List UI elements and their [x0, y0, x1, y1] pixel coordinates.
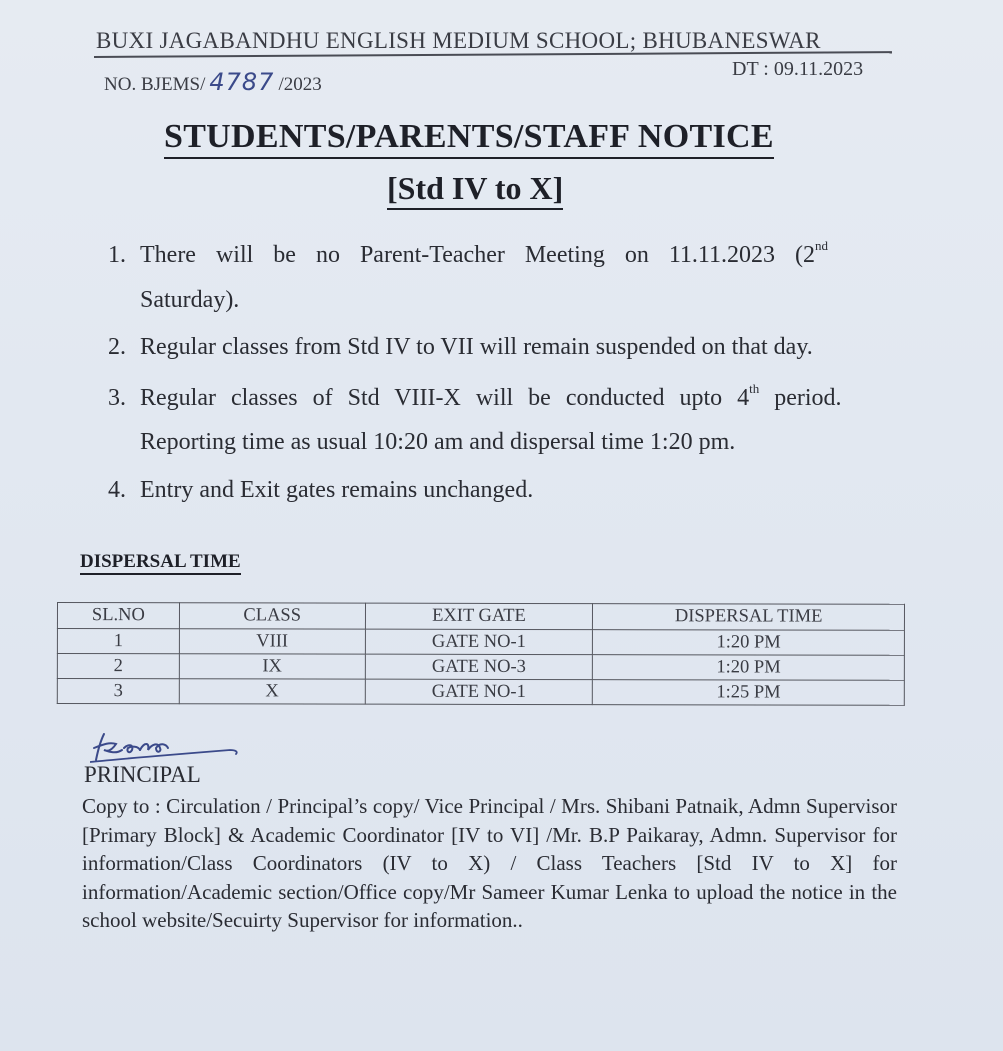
notice-item-2 — [108, 334, 813, 361]
table-cell: 1:25 PM — [593, 680, 905, 706]
item-text: Regular classes of Std VIII-X will be conducted upto 4 — [140, 385, 750, 411]
table-cell: IX — [179, 654, 365, 679]
notice-item-3 — [108, 381, 842, 412]
item-text-end: period. — [759, 385, 842, 411]
item-number: 1. — [108, 242, 126, 268]
item-text: Regular classes from Std IV to VII will remain suspended on that day. — [140, 334, 813, 360]
ref-number-handwritten: 4787 — [209, 68, 275, 96]
notice-item-3-continued: Reporting time as usual 10:20 am and dispersal time 1:20 pm. — [140, 429, 736, 455]
ordinal-suffix: nd — [815, 238, 829, 253]
notice-item-1 — [108, 238, 828, 269]
notice-title: STUDENTS/PARENTS/STAFF NOTICE — [164, 117, 774, 159]
column-header: DISPERSAL TIME — [593, 604, 905, 631]
ordinal-suffix: th — [749, 381, 760, 396]
copy-to-distribution: Copy to : Circulation / Principal’s copy/ Vice Principal / Mrs. Shibani Patnaik, Admn Supervisor [Primary Block] & Academic Coordinator [IV to VI] /Mr. B.P Paikaray, Admn. Supervisor for information/Class Coordinators (IV to X) / Class Teachers [Std IV to X] for information/Academic section/Office copy/Mr Sameer Kumar Lenka to upload the notice in the school website/Secuirty Supervisor for information.. — [82, 794, 897, 932]
table-cell: 1:20 PM — [593, 630, 905, 656]
notice-item-4 — [108, 477, 533, 504]
school-name: BUXI JAGABANDHU ENGLISH MEDIUM SCHOOL; BHUBANESWAR — [96, 28, 821, 53]
table-row — [57, 629, 904, 656]
column-header: EXIT GATE — [365, 603, 593, 629]
table-cell: GATE NO-1 — [365, 629, 593, 654]
notice-item-1-continued: Saturday). — [140, 287, 240, 313]
table-cell: 2 — [57, 654, 179, 679]
table-row — [57, 654, 904, 681]
table-cell: 3 — [57, 679, 179, 704]
item-text: Entry and Exit gates remains unchanged. — [140, 477, 534, 503]
item-number: 4. — [108, 477, 126, 503]
notice-subtitle: [Std IV to X] — [387, 168, 563, 210]
item-text: There will be no Parent-Teacher Meeting on 11.11.2023 (2 — [140, 242, 816, 268]
ref-suffix: /2023 — [278, 74, 322, 95]
table-cell: VIII — [179, 629, 365, 654]
dispersal-section-label: DISPERSAL TIME — [80, 551, 241, 575]
column-header: CLASS — [179, 603, 365, 629]
item-number: 2. — [108, 334, 126, 360]
table-row — [57, 679, 904, 706]
table-cell: GATE NO-1 — [365, 679, 593, 704]
ref-prefix: NO. BJEMS/ — [104, 74, 206, 95]
column-header: SL.NO — [57, 603, 179, 629]
item-number: 3. — [108, 385, 126, 411]
table-cell: 1:20 PM — [593, 655, 905, 681]
dispersal-table — [57, 602, 905, 706]
table-header-row — [57, 603, 904, 631]
table-cell: GATE NO-3 — [365, 654, 593, 679]
reference-number — [104, 68, 322, 96]
table-cell: X — [179, 679, 365, 704]
principal-label: PRINCIPAL — [84, 762, 201, 787]
table-cell: 1 — [57, 629, 179, 654]
notice-date: DT : 09.11.2023 — [732, 58, 864, 80]
